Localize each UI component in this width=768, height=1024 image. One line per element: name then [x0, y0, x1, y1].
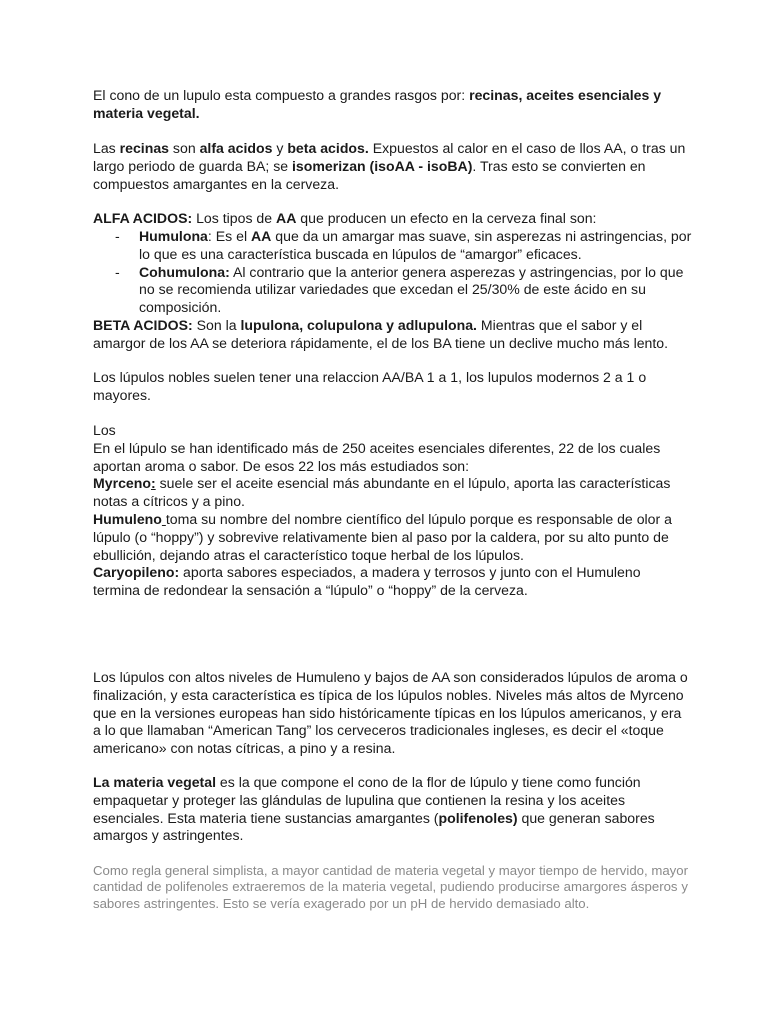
- text: . Tras esto se convierten en compuestos amargantes en la cerveza.: [93, 157, 646, 192]
- materia-vegetal-paragraph: [93, 774, 688, 845]
- bold-text: polifenoles): [438, 809, 518, 826]
- bold-text: ALFA ACIDOS:: [93, 210, 193, 226]
- underlined-text: :: [150, 475, 156, 492]
- text: Los lúpulos con altos niveles de Humuleno y bajos de AA son considerados lúpulos de aroma o finalización, y esta característica es típica de los lúpulos nobles. Niveles más altos de Myrceno que en la versiones europeas han sido históricamente típicas en los lúpulos americanos, y era a lo que llamaban “American Tang” los cerveceros tradicionales ingleses, es decir el «toque americano» con notas cítricas, a pino y a resina.: [93, 669, 688, 757]
- text: que generan sabores amargos y astringentes.: [93, 809, 655, 844]
- text: Como regla general simplista, a mayor cantidad de materia vegetal y mayor tiempo de hervido, mayor cantidad de polifenoles extraeremos de la materia vegetal, pudiendo producirse amargores ásperos y sabores astringentes. Esto se vería exagerado por un pH de hervido demasiado alto.: [93, 863, 688, 911]
- text: aporta sabores especiados, a madera y terrosos y junto con el Humuleno termina de redondear la sensación a “lúpulo” o “hoppy” de la cerveza.: [93, 564, 641, 599]
- intro-paragraph: [93, 87, 688, 123]
- bold-text: AA: [251, 228, 272, 244]
- bold-text: Myrceno: [93, 475, 151, 492]
- alfa-acidos-list: [93, 228, 693, 317]
- list-item: [93, 264, 689, 317]
- beta-acidos-paragraph: [93, 317, 685, 353]
- text: que producen un efecto en la cerveza final son:: [296, 210, 597, 226]
- text: En el lúpulo se han identificado más de 250 aceites esenciales diferentes, 22 de los cuales aportan aroma o sabor. De esos 22 los más estudiados son:: [93, 439, 661, 474]
- text: y: [272, 140, 288, 156]
- bold-text: BETA ACIDOS:: [93, 317, 193, 333]
- text: El cono de un lupulo esta compuesto a grandes rasgos por:: [93, 87, 470, 103]
- bold-text: recinas: [119, 140, 170, 156]
- text: Son la: [192, 317, 241, 333]
- alfa-acidos-heading: [93, 210, 688, 228]
- bold-text: Cohumulona:: [139, 263, 230, 280]
- regla-general-note: [93, 863, 688, 912]
- bold-text: beta acidos.: [287, 140, 369, 156]
- list-dash: -: [115, 228, 120, 244]
- text: es la que compone el cono de la flor de lúpulo y tiene como función empaquetar y proteger las glándulas de lupulina que contienen la resina y los aceites esenciales. Esta materia tiene sustancias amargantes (: [93, 774, 641, 826]
- list-item: [93, 228, 694, 264]
- list-dash: -: [115, 263, 120, 280]
- text: Los lúpulos nobles suelen tener una relaccion AA/BA 1 a 1, los lupulos modernos 2 a 1 o mayores.: [93, 369, 647, 403]
- text: que da un amargar mas suave, sin asperezas ni astringencias, por lo que es una característica buscada en lúpulos de “amargor” eficaces.: [139, 228, 692, 262]
- bold-text: Caryopileno:: [93, 564, 180, 581]
- bold-text: alfa acidos: [199, 140, 273, 156]
- bold-text: lupulona, colupulona y adlupulona.: [240, 317, 477, 333]
- bold-text: Humulona: [139, 228, 208, 244]
- bold-text: La materia vegetal: [93, 774, 216, 790]
- bold-text: isomerizan (isoAA - isoBA): [292, 157, 473, 174]
- text: Al contrario que la anterior genera asperezas y astringencias, por lo que no se recomienda utilizar variedades que excedan el 25/30% de este ácido en su composición.: [139, 263, 684, 316]
- text: Los: [93, 422, 116, 438]
- text: Las: [93, 140, 120, 156]
- text: Mientras que el sabor y el amargor de los AA se deteriora rápidamente, el de los BA tiene un declive mucho más lento.: [93, 317, 669, 351]
- recinas-paragraph: [93, 140, 688, 193]
- humuleno-myrceno-paragraph: [93, 669, 688, 758]
- text: Los tipos de: [192, 210, 277, 226]
- bold-text: Humuleno: [93, 510, 162, 527]
- text: : Es el: [207, 228, 251, 244]
- text: suele ser el aceite esencial más abundante en el lúpulo, aporta las características notas a cítricos y a pino.: [93, 475, 671, 510]
- bold-text: AA: [276, 210, 297, 226]
- text: son: [169, 140, 200, 156]
- aceites-esenciales-paragraph: [93, 422, 688, 600]
- bold-text: recinas, aceites esenciales y materia vegetal.: [93, 87, 662, 121]
- text: Expuestos al calor en el caso de llos AA, o tras un largo periodo de guarda BA; se: [93, 140, 686, 174]
- text: toma su nombre del nombre científico del lúpulo porque es responsable de olor a lúpulo (o “hoppy”) y sobrevive relativamente bien al paso por la caldera, por su alto punto de ebullición, dejando atras el característico toque herbal de los lúpulos.: [93, 510, 672, 563]
- lupulos-nobles-paragraph: [93, 369, 683, 405]
